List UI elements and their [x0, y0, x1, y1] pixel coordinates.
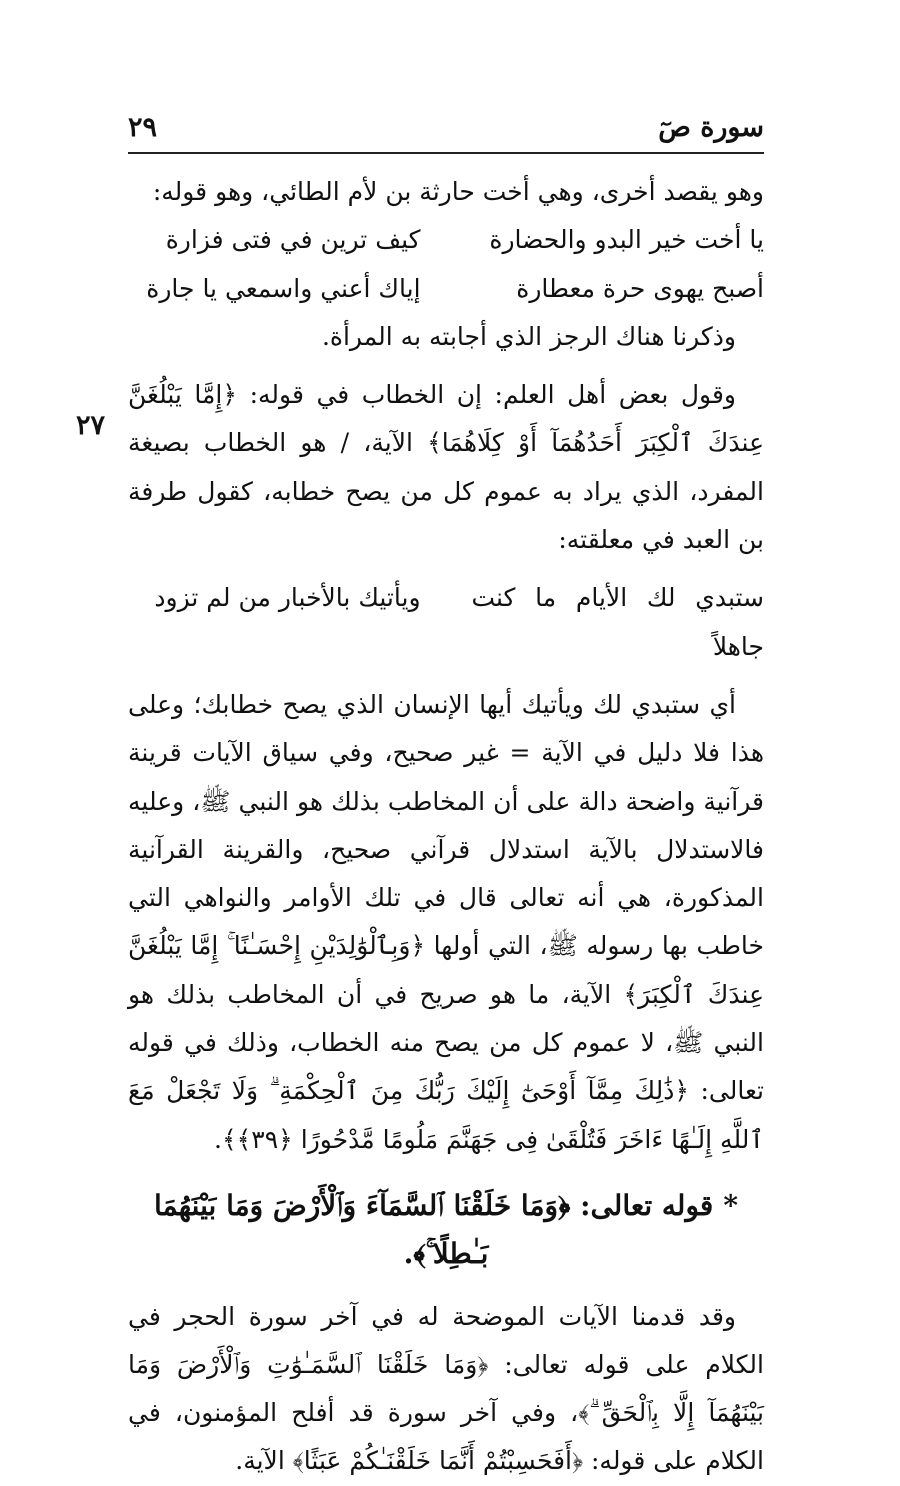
paragraph-reference: وقد قدمنا الآيات الموضحة له في آخر سورة الحجر في الكلام على قوله تعالى: ﴿وَمَا خَلَقْنَا ٱلسَّمَـٰوَٰتِ وَٱلْأَرْضَ وَمَا بَيْنَهُمَآ إِلَّا بِٱلْحَقِّ ۗ﴾، وفي آخر سورة قد أفلح المؤمنون، في الكلام على قوله: ﴿أَفَحَسِبْتُمْ أَنَّمَا خَلَقْنَـٰكُمْ عَبَثًا﴾ الآية.: [128, 1301, 764, 1476]
surah-title: سورة صٓ: [658, 112, 764, 143]
page-body: [128, 168, 764, 1486]
hemistich-1a: يا أخت خير البدو والحضارة: [489, 225, 764, 255]
hemistich-1b: كيف ترين في فتى فزارة: [165, 225, 421, 255]
poem-verse-2: [128, 265, 764, 313]
paragraph-opinion: وقول بعض أهل العلم: إن الخطاب في قوله: ﴿إِمَّا يَبْلُغَنَّ عِندَكَ ٱلْكِبَرَ أَحَدُهُمَآ أَوْ كِلَاهُمَا﴾ الآية، / هو الخطاب بصيغة المفرد، الذي يراد به عموم كل من يصح خطابه، كقول طرفة بن العبد في معلقته:: [128, 380, 764, 555]
hemistich-2b: إياك أعني واسمعي يا جارة: [146, 273, 421, 303]
paragraph-rajaz: وذكرنا هناك الرجز الذي أجابته به المرأة.: [321, 321, 736, 351]
star-marker: *: [723, 1188, 738, 1222]
section-heading: [128, 1182, 764, 1279]
paragraph-explanation: أي ستبدي لك ويأتيك أيها الإنسان الذي يصح خطابك؛ وعلى هذا فلا دليل في الآية = غير صحيح، وفي سياق الآيات قرينة قرآنية واضحة دالة على أن المخاطب بذلك هو النبي ﷺ، وعليه فالاستدلال بالآية استدلال قرآني صحيح، والقرينة القرآنية المذكورة، هي أنه تعالى قال في تلك الأوامر والنواهي التي خاطب بها رسوله ﷺ، التي أولها ﴿وَبِٱلْوَٰلِدَيْنِ إِحْسَـٰنًا ۚ إِمَّا يَبْلُغَنَّ عِندَكَ ٱلْكِبَرَ﴾ الآية، ما هو صريح في أن المخاطب بذلك هو النبي ﷺ، لا عموم كل من يصح منه الخطاب، وذلك في قوله تعالى: ﴿ذَٰلِكَ مِمَّآ أَوْحَىٰٓ إِلَيْكَ رَبُّكَ مِنَ ٱلْحِكْمَةِ ۗ وَلَا تَجْعَلْ مَعَ ٱللَّهِ إِلَـٰهًا ءَاخَرَ فَتُلْقَىٰ فِى جَهَنَّمَ مَلُومًا مَّدْحُورًا ﴿٣٩﴾﴾.: [128, 689, 764, 1154]
hemistich-2a: أصبح يهوى حرة معطارة: [516, 273, 764, 303]
hemistich-3a: ستبدي لك الأيام ما كنت جاهلاً: [471, 583, 764, 661]
poem-verse-3: [128, 574, 764, 671]
page-header: [128, 112, 764, 154]
section-heading-text: قوله تعالى: ﴿وَمَا خَلَقْنَا ٱلسَّمَآءَ وَٱلْأَرْضَ وَمَا بَيْنَهُمَا بَـٰطِلًا ۚ﴾.: [154, 1188, 714, 1271]
poem-verse-1: [128, 216, 764, 264]
page-number: ٢٩: [128, 112, 158, 143]
margin-page-number: ٢٧: [76, 410, 106, 441]
paragraph-intro: وهو يقصد أخرى، وهي أخت حارثة بن لأم الطائي، وهو قوله:: [152, 177, 764, 206]
hemistich-3b: ويأتيك بالأخبار من لم تزود: [154, 583, 421, 613]
